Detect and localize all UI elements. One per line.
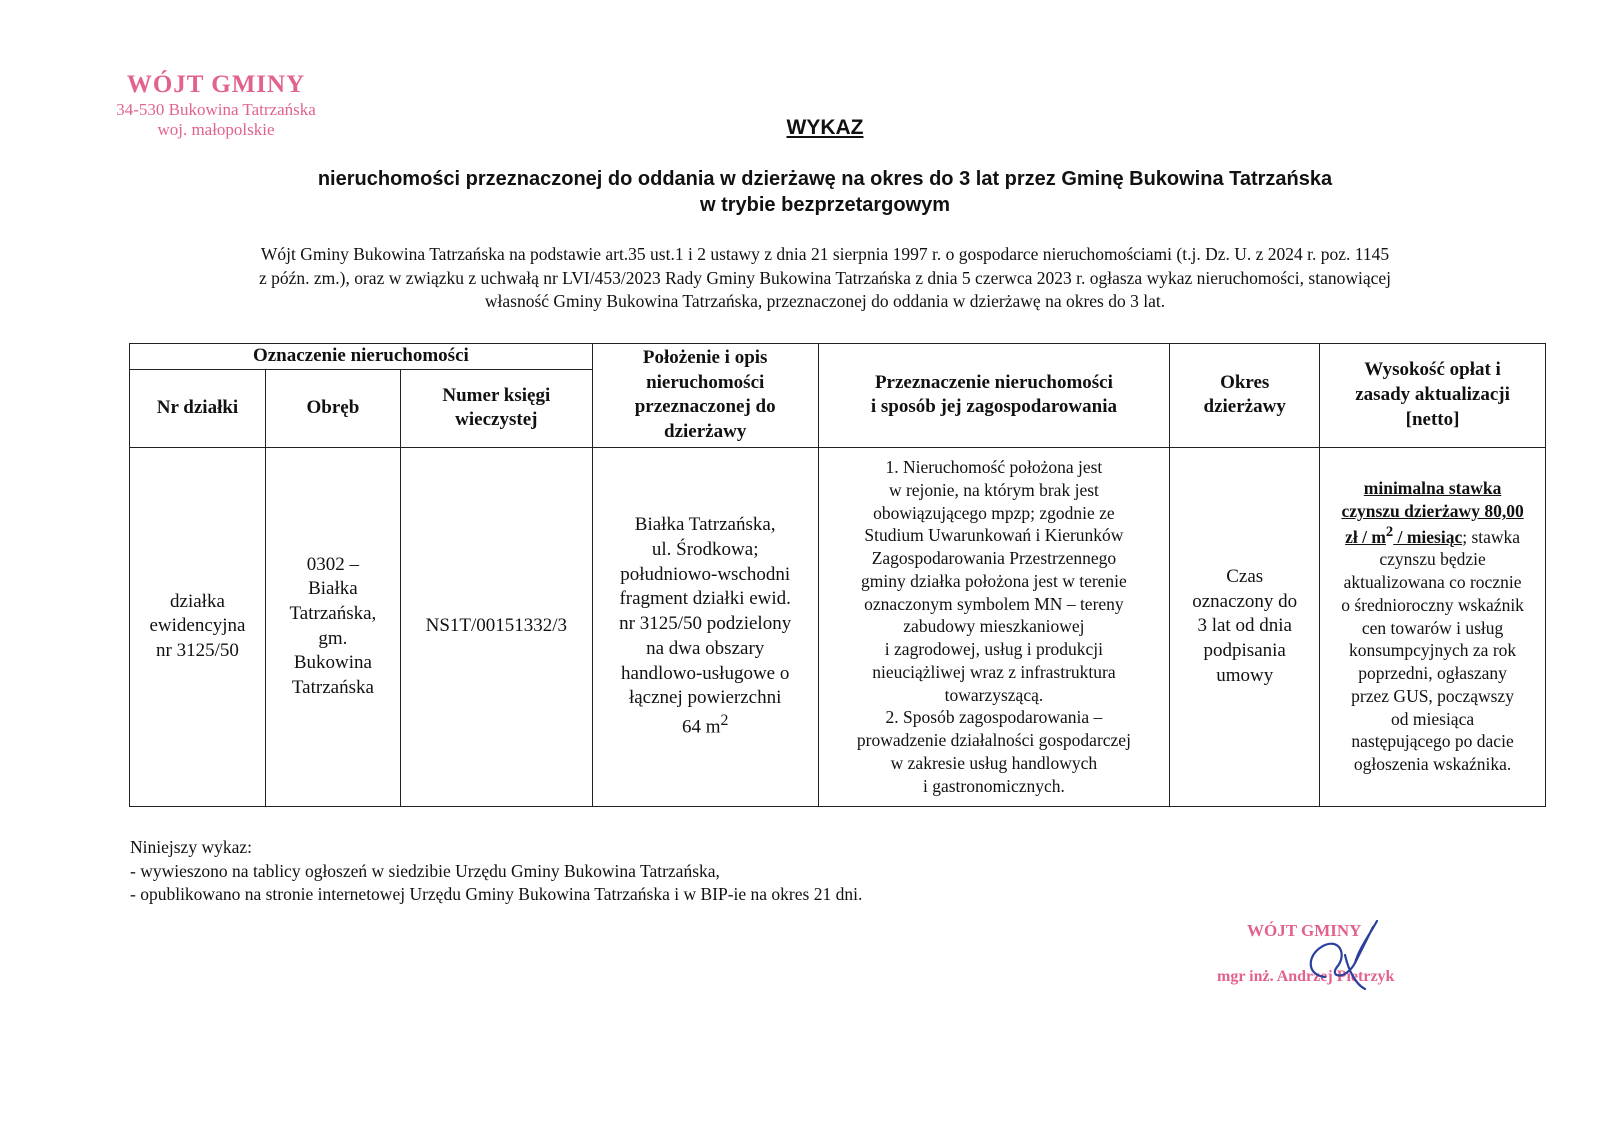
area-superscript: 2 — [720, 711, 729, 729]
header-purpose — [818, 344, 1170, 448]
cell-lease-period — [1170, 447, 1320, 806]
cell-line: Zagospodarowania Przestrzennego — [871, 548, 1117, 569]
intro-line: własność Gminy Bukowina Tatrzańska, przeznaczonej do oddania w dzierżawę na okres do 3 lat. — [484, 291, 1166, 312]
cell-line: przez GUS, począwszy — [1351, 685, 1514, 706]
notes-item: - wywieszono na tablicy ogłoszeń w siedzibie Urzędu Gminy Bukowina Tatrzańska, — [130, 860, 720, 881]
property-table — [129, 343, 1546, 807]
cell-line: oznaczony do — [1192, 590, 1298, 612]
stamp-title: WÓJT GMINY — [126, 71, 306, 98]
cell-line: prowadzenie działalności gospodarczej — [856, 730, 1131, 751]
header-fees — [1320, 344, 1546, 448]
header-location — [592, 344, 818, 448]
header-group-designation: Oznaczenie nieruchomości — [130, 344, 593, 370]
signature-name: mgr inż. Andrzej Pietrzyk — [1217, 968, 1395, 985]
cell-location — [592, 447, 818, 806]
cell-line: 1. Nieruchomość położona jest — [885, 457, 1103, 478]
header-line: Wysokość opłat i — [1364, 359, 1501, 381]
cell-line: czynszu dzierżawy 80,00 — [1341, 501, 1524, 522]
cell-line: łącznej powierzchni — [628, 687, 782, 709]
header-line: [netto] — [1405, 408, 1460, 430]
cell-line: następującego po dacie — [1351, 731, 1514, 752]
cell-line: aktualizowana co rocznie — [1343, 572, 1522, 593]
cell-line: umowy — [1216, 664, 1274, 686]
header-line: zasady aktualizacji — [1355, 384, 1510, 405]
cell-fees — [1320, 447, 1546, 806]
header-line: Położenie i opis — [642, 346, 768, 368]
intro-line: Wójt Gminy Bukowina Tatrzańska na podstawie art.35 ust.1 i 2 ustawy z dnia 21 sierpnia 1997 r. o gospodarce nieruchomościami (t.j. Dz. U. z 2024 r. poz. 1145 — [260, 244, 1390, 264]
cell-line: 2. Sposób zagospodarowania – — [885, 707, 1103, 728]
header-line: wieczystej — [455, 409, 538, 431]
rate-period: / miesiąc — [1393, 526, 1463, 547]
cell-line: Białka — [308, 578, 358, 600]
signature-title: WÓJT GMINY — [1247, 921, 1362, 940]
cell-line: Białka Tatrzańska, — [634, 514, 776, 536]
signature-block — [1215, 915, 1415, 1005]
cell-line: 3 lat od dnia — [1197, 615, 1292, 637]
intro-paragraph — [140, 243, 1510, 314]
cell-line: zabudowy mieszkaniowej — [903, 616, 1085, 637]
header-line: dzierżawy — [664, 421, 747, 443]
notes-heading: Niniejszy wykaz: — [130, 837, 252, 857]
cell-line: podpisania — [1203, 640, 1286, 662]
rate-separator: ; stawka czynszu będzie — [1379, 526, 1521, 570]
cell-line: ogłoszenia wskaźnika. — [1353, 754, 1512, 775]
cell-line: ul. Środkowa; — [651, 539, 759, 561]
header-line: Przeznaczenie nieruchomości — [874, 371, 1113, 393]
header-line: Numer księgi — [442, 384, 551, 406]
rate-unit: zł / m — [1345, 526, 1386, 547]
cell-line — [596, 711, 815, 740]
notes-section — [130, 836, 862, 907]
cell-line: fragment działki ewid. — [619, 588, 791, 610]
cell-line: gminy działka położona jest w terenie — [861, 570, 1127, 591]
stamp-region: woj. małopolskie — [157, 120, 275, 140]
header-line: nieruchomości — [646, 371, 765, 393]
cell-line: w rejonie, na którym brak jest — [888, 479, 1099, 500]
header-lease-period — [1170, 344, 1320, 448]
header-line: i sposób jej zagospodarowania — [870, 396, 1117, 418]
header-line: Okres — [1220, 371, 1270, 393]
cell-line: działka — [170, 590, 225, 612]
cell-line — [1323, 523, 1542, 571]
table-row — [130, 447, 1546, 806]
cell-line: ewidencyjna — [149, 615, 246, 637]
cell-line: na dwa obszary — [646, 637, 765, 659]
cell-line: towarzyszącą. — [944, 684, 1044, 705]
cell-line: o średnioroczny wskaźnik — [1341, 594, 1524, 615]
cell-line: w zakresie usług handlowych — [890, 752, 1098, 773]
cell-line: 0302 – — [306, 553, 360, 575]
cell-precinct — [265, 447, 400, 806]
header-land-register — [400, 369, 592, 447]
cell-line: minimalna stawka — [1363, 478, 1502, 499]
header-plot-number: Nr działki — [130, 369, 266, 447]
cell-purpose — [818, 447, 1170, 806]
cell-line: Tatrzańska — [291, 677, 374, 699]
cell-line: nr 3125/50 podzielony — [619, 613, 792, 635]
document-title: WYKAZ — [786, 116, 864, 139]
cell-line: i zagrodowej, usług i produkcji — [884, 639, 1104, 660]
header-line: przeznaczonej do — [634, 396, 776, 418]
subtitle-line: nieruchomości przeznaczonej do oddania w dzierżawę na okres do 3 lat przez Gminę Bukowina Tatrzańska — [317, 168, 1333, 190]
cell-line: Tatrzańska, — [289, 603, 377, 624]
stamp-address: 34-530 Bukowina Tatrzańska — [116, 100, 316, 119]
cell-line: obowiązującego mpzp; zgodnie ze — [873, 502, 1115, 523]
cell-line: od miesiąca — [1391, 708, 1475, 729]
cell-line: nieuciążliwej wraz z infrastruktura — [872, 661, 1116, 682]
area-value: 64 m — [681, 716, 721, 738]
cell-line: oznaczonym symbolem MN – tereny — [864, 593, 1124, 614]
cell-line: Czas — [1226, 565, 1264, 587]
subtitle-line: w trybie bezprzetargowym — [699, 194, 951, 216]
intro-line: z późn. zm.), oraz w związku z uchwałą nr LVI/453/2023 Rady Gminy Bukowina Tatrzańska z dnia 5 czerwca 2023 r. ogłasza wykaz nieruchomości, stanowiącej — [258, 267, 1391, 288]
document-subtitle — [0, 166, 1600, 218]
cell-line: poprzedni, ogłaszany — [1358, 663, 1507, 684]
cell-line: i gastronomicznych. — [922, 775, 1065, 796]
cell-line: konsumpcyjnych za rok — [1348, 640, 1517, 661]
cell-line: cen towarów i usług — [1361, 617, 1504, 638]
header-line: dzierżawy — [1203, 396, 1286, 418]
cell-line: nr 3125/50 — [156, 640, 239, 662]
cell-line: południowo-wschodni — [620, 563, 791, 585]
cell-line: gm. — [318, 627, 348, 649]
notes-item: - opublikowano na stronie internetowej Urzędu Gminy Bukowina Tatrzańska i w BIP-ie na okres 21 dni. — [130, 884, 863, 905]
cell-land-register: NS1T/00151332/3 — [400, 447, 592, 806]
cell-plot-number — [130, 447, 266, 806]
cell-line: handlowo-usługowe o — [621, 662, 790, 684]
cell-line: Bukowina — [293, 652, 372, 674]
header-precinct: Obręb — [265, 369, 400, 447]
rate-superscript: 2 — [1385, 523, 1394, 540]
cell-line: Studium Uwarunkowań i Kierunków — [864, 525, 1124, 546]
handwritten-signature-icon — [1285, 915, 1395, 995]
